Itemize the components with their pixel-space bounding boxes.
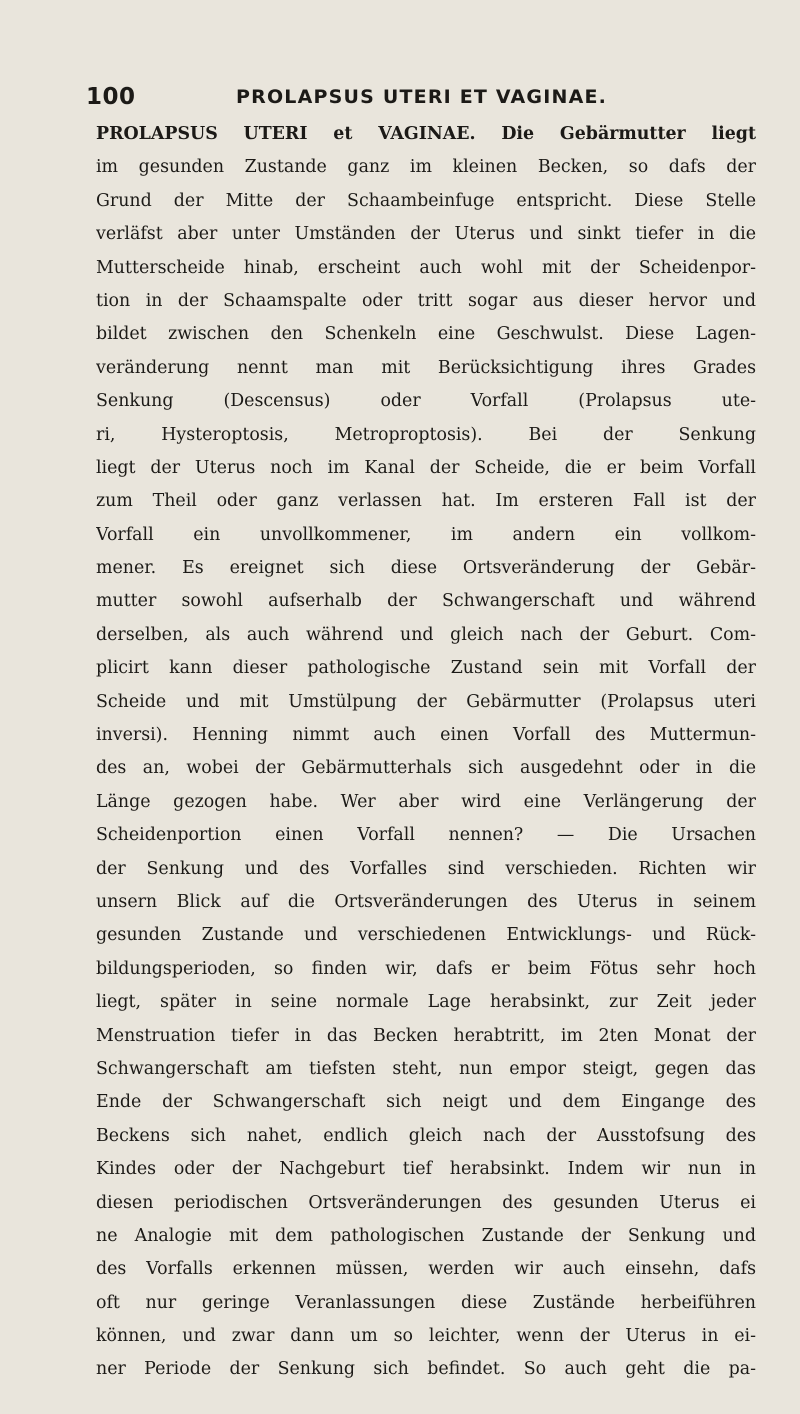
text-line: Grund der Mitte der Schaambeinfuge entspricht. Diese Stelle (96, 190, 756, 211)
text-line: des an, wobei der Gebärmutterhals sich ausgedehnt oder in die (96, 758, 756, 779)
text-line: Länge gezogen habe. Wer aber wird eine Verlängerung der (96, 791, 756, 812)
text-line: Menstruation tiefer in das Becken herabtritt, im 2ten Monat der (96, 1025, 756, 1046)
text-line: bildungsperioden, so finden wir, dafs er beim Fötus sehr hoch (96, 958, 756, 979)
text-line: ne Analogie mit dem pathologischen Zustande der Senkung und (96, 1225, 756, 1246)
text-line: PROLAPSUS UTERI et VAGINAE. Die Gebärmutter liegt (96, 124, 756, 144)
text-line: können, und zwar dann um so leichter, wenn der Uterus in ei- (96, 1326, 756, 1347)
text-line: mutter sowohl aufserhalb der Schwangerschaft und während (96, 591, 756, 612)
text-line: der Senkung und des Vorfalles sind verschieden. Richten wir (96, 858, 756, 879)
text-line: liegt, später in seine normale Lage herabsinkt, zur Zeit jeder (96, 992, 756, 1013)
text-line: Scheidenportion einen Vorfall nennen? — Die Ursachen (96, 825, 756, 846)
text-line: Senkung (Descensus) oder Vorfall (Prolapsus ute- (96, 391, 756, 412)
text-line: im gesunden Zustande ganz im kleinen Becken, so dafs der (96, 157, 756, 178)
text-line: Vorfall ein unvollkommener, im andern ein vollkom- (96, 524, 756, 545)
text-line: veränderung nennt man mit Berücksichtigung ihres Grades (96, 357, 756, 378)
text-line: mener. Es ereignet sich diese Ortsveränderung der Gebär- (96, 558, 756, 579)
text-line: Scheide und mit Umstülpung der Gebärmutter (Prolapsus uteri (96, 691, 756, 712)
text-line: liegt der Uterus noch im Kanal der Scheide, die er beim Vorfall (96, 457, 756, 478)
page-number: 100 (86, 84, 136, 110)
text-line: derselben, als auch während und gleich nach der Geburt. Com- (96, 624, 756, 645)
page-header (86, 84, 746, 118)
text-line: Mutterscheide hinab, erscheint auch wohl mit der Scheidenpor- (96, 257, 756, 278)
text-line: Kindes oder der Nachgeburt tief herabsinkt. Indem wir nun in (96, 1159, 756, 1180)
text-line: gesunden Zustande und verschiedenen Entwicklungs- und Rück- (96, 925, 756, 946)
text-line: Beckens sich nahet, endlich gleich nach der Ausstofsung des (96, 1125, 756, 1146)
text-line: unsern Blick auf die Ortsveränderungen des Uterus in seinem (96, 891, 756, 912)
text-line: oft nur geringe Veranlassungen diese Zustände herbeiführen (96, 1292, 756, 1313)
text-line: diesen periodischen Ortsveränderungen des gesunden Uterus ei (96, 1192, 756, 1213)
text-line: plicirt kann dieser pathologische Zustand sein mit Vorfall der (96, 658, 756, 679)
text-line: verläfst aber unter Umständen der Uterus und sinkt tiefer in die (96, 224, 756, 245)
text-line: zum Theil oder ganz verlassen hat. Im ersteren Fall ist der (96, 491, 756, 512)
text-line: Ende der Schwangerschaft sich neigt und dem Eingange des (96, 1092, 756, 1113)
running-head: PROLAPSUS UTERI ET VAGINAE. (236, 86, 608, 108)
text-line: des Vorfalls erkennen müssen, werden wir auch einsehn, dafs (96, 1259, 756, 1280)
text-line: ner Periode der Senkung sich befindet. So auch geht die pa- (96, 1359, 756, 1380)
body-text (96, 118, 756, 1387)
text-line: ri, Hysteroptosis, Metroproptosis). Bei der Senkung (96, 424, 756, 445)
text-line: tion in der Schaamspalte oder tritt sogar aus dieser hervor und (96, 290, 756, 311)
text-line: Schwangerschaft am tiefsten steht, nun empor steigt, gegen das (96, 1058, 756, 1079)
text-line: bildet zwischen den Schenkeln eine Geschwulst. Diese Lagen- (96, 324, 756, 345)
text-line: inversi). Henning nimmt auch einen Vorfall des Muttermun- (96, 725, 756, 746)
